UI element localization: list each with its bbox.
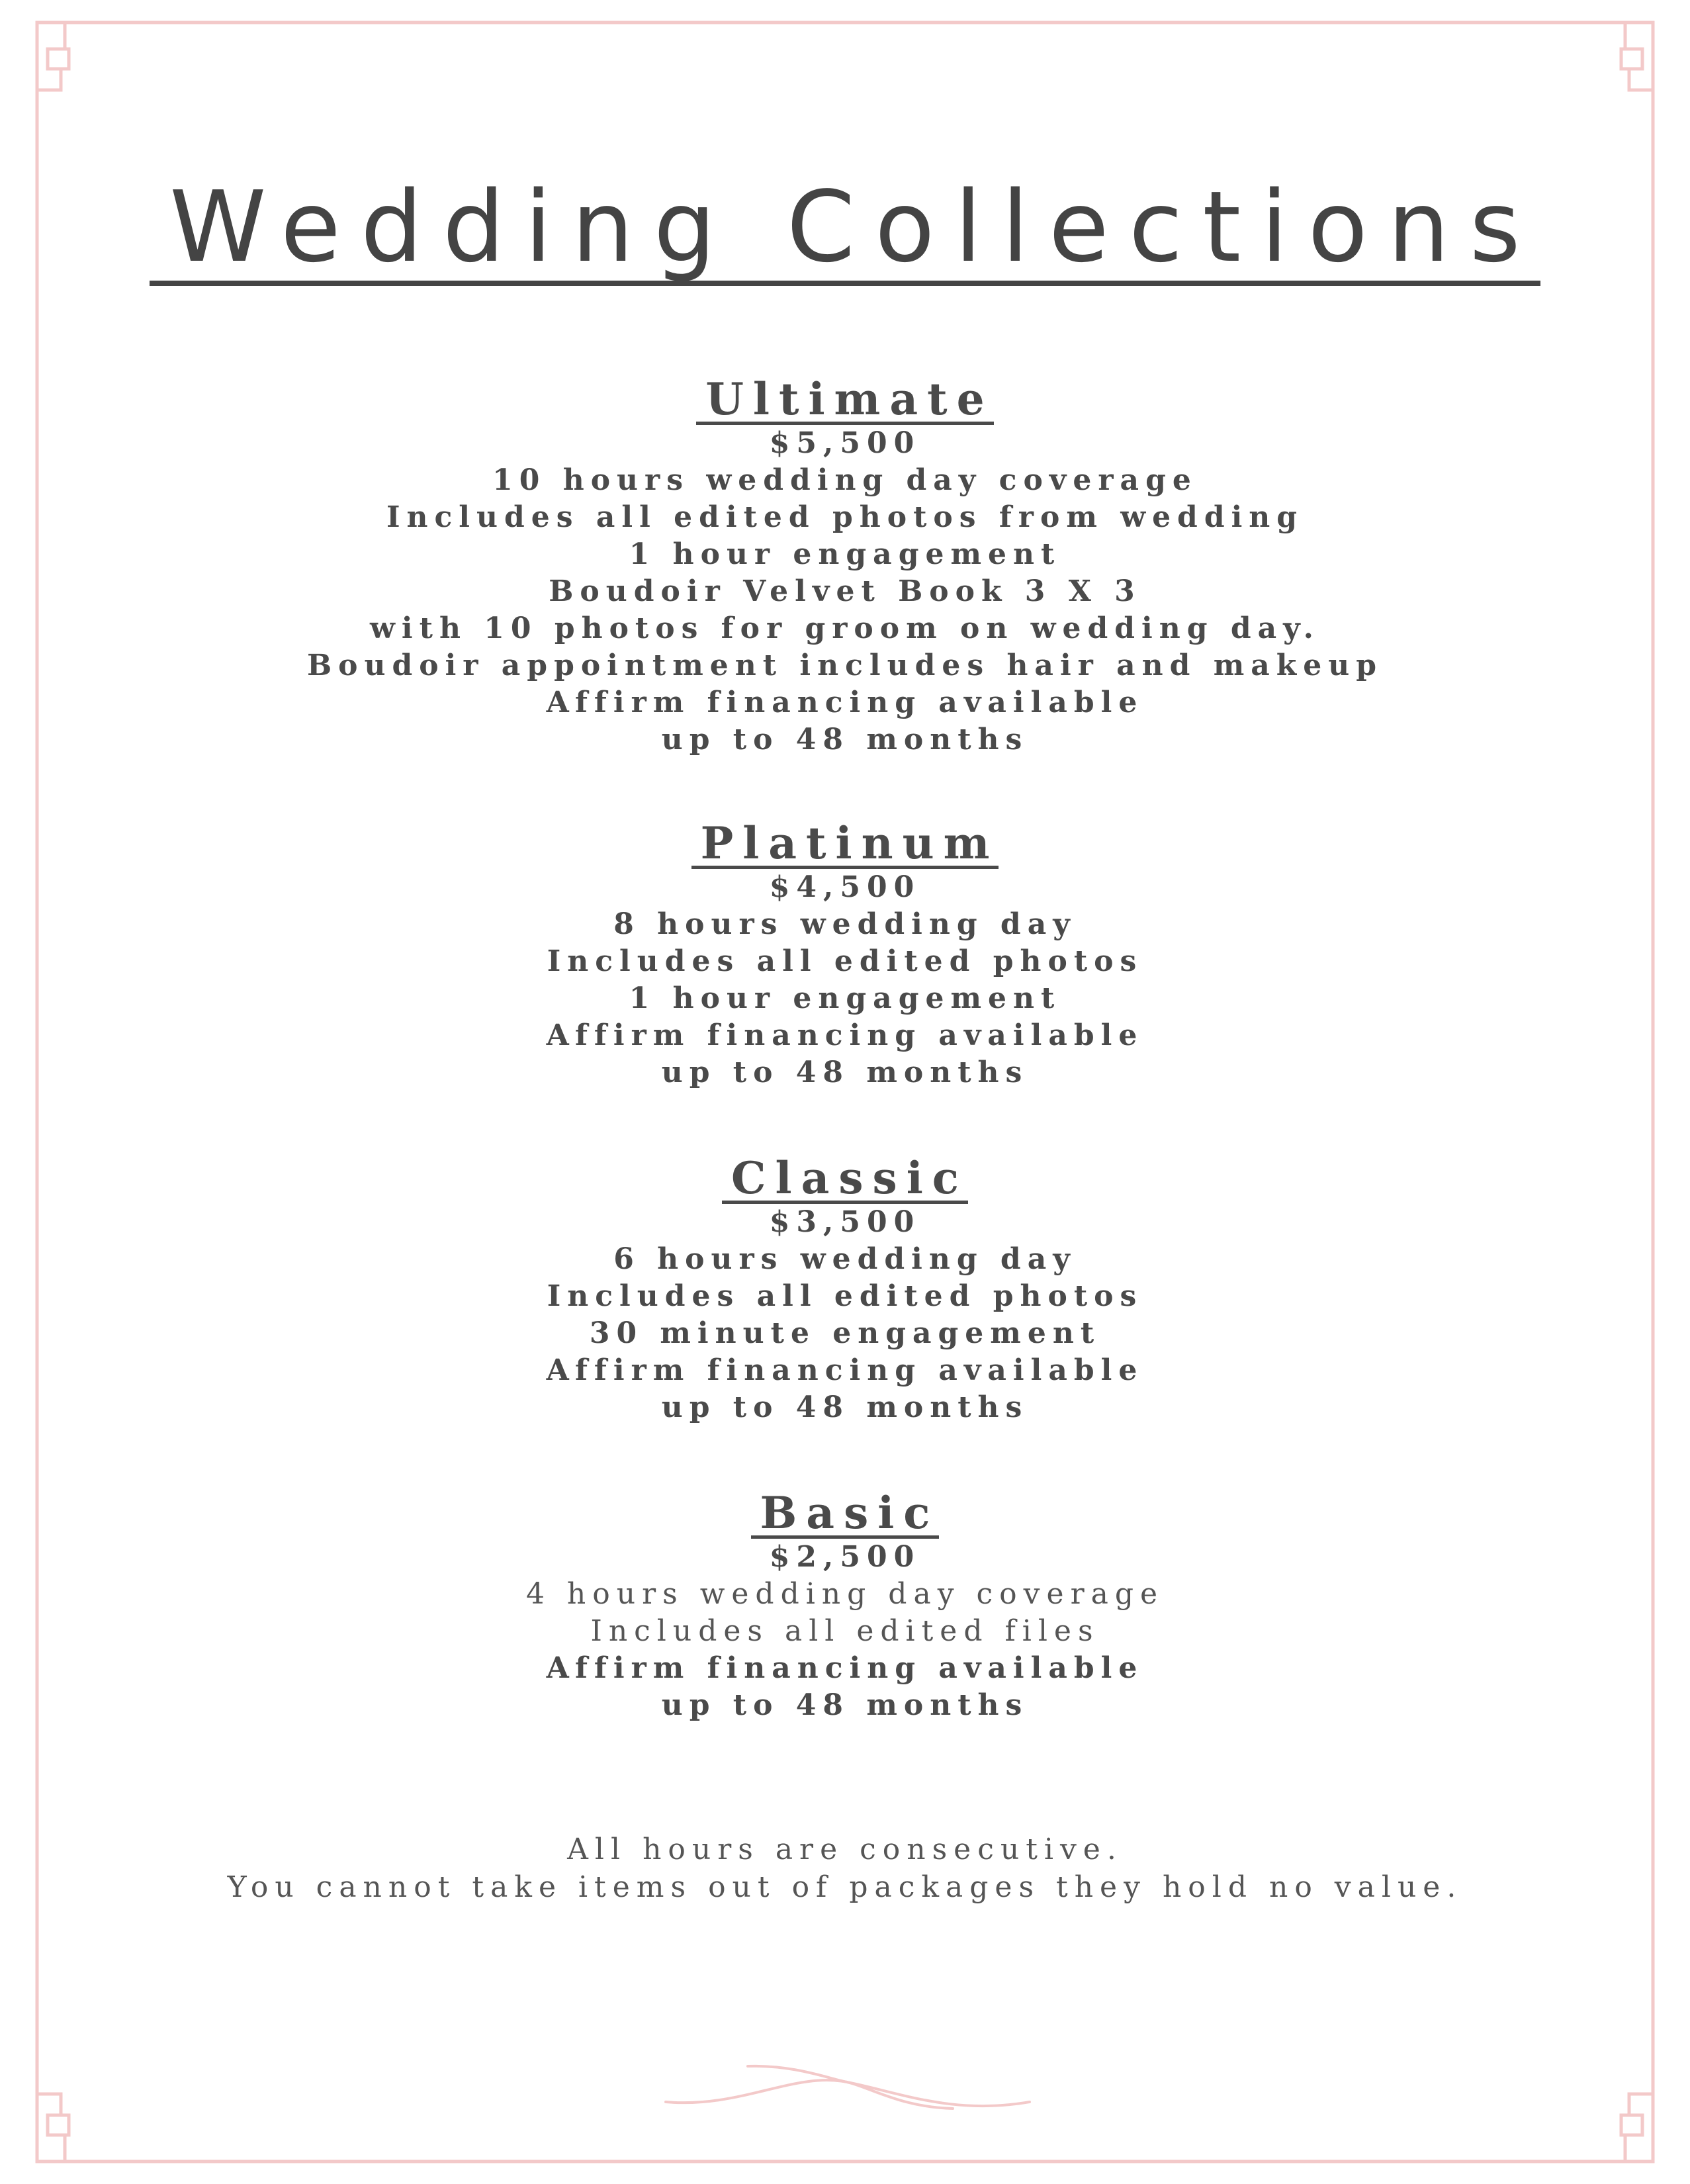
collection-line: Boudoir Velvet Book 3 X 3: [549, 574, 1141, 608]
collection-basic: [0, 1489, 1690, 1724]
collection-line: 10 hours wedding day coverage: [492, 463, 1198, 497]
collection-name: Ultimate: [0, 375, 1690, 425]
collection-line: 4 hours wedding day coverage: [525, 1577, 1165, 1611]
collection-line: Affirm financing available: [546, 1019, 1144, 1052]
collection-classic: [0, 1154, 1690, 1426]
page-title: Wedding Collections: [0, 171, 1690, 286]
collection-name: Classic: [0, 1154, 1690, 1204]
collection-line: Includes all edited photos from wedding: [386, 500, 1304, 534]
collection-line: 6 hours wedding day: [613, 1242, 1077, 1276]
collection-details: [0, 869, 1690, 1091]
collection-line: Boudoir appointment includes hair and makeup: [306, 649, 1384, 682]
collection-line: up to 48 months: [661, 1390, 1029, 1424]
collection-price: $2,500: [769, 1540, 921, 1574]
footer-line: You cannot take items out of packages they hold no value.: [227, 1870, 1463, 1904]
collection-line: up to 48 months: [661, 1688, 1029, 1722]
collection-ultimate: [0, 375, 1690, 758]
collection-line: 30 minute engagement: [589, 1316, 1101, 1350]
collection-line: Includes all edited files: [590, 1614, 1100, 1648]
collection-line: up to 48 months: [661, 723, 1029, 756]
collection-platinum: [0, 819, 1690, 1091]
collection-line: 8 hours wedding day: [613, 907, 1077, 941]
collection-line: 1 hour engagement: [629, 537, 1061, 571]
collection-line: 1 hour engagement: [629, 981, 1061, 1015]
collection-line: Affirm financing available: [546, 1353, 1144, 1387]
collection-name: Platinum: [0, 819, 1690, 869]
collection-line: up to 48 months: [661, 1056, 1029, 1089]
collection-price: $4,500: [769, 870, 921, 904]
collection-line: Affirm financing available: [546, 686, 1144, 719]
collection-line: Includes all edited photos: [547, 1279, 1143, 1313]
collection-details: [0, 1204, 1690, 1426]
flourish-ornament: [666, 2066, 1030, 2109]
collection-name: Basic: [0, 1489, 1690, 1539]
collection-details: [0, 425, 1690, 758]
collection-line: with 10 photos for groom on wedding day.: [370, 612, 1320, 645]
collection-price: $3,500: [769, 1205, 921, 1239]
collection-details: [0, 1539, 1690, 1724]
collection-line: Affirm financing available: [546, 1651, 1144, 1685]
collection-price: $5,500: [769, 426, 921, 460]
footer-line: All hours are consecutive.: [567, 1833, 1123, 1866]
footer-note: [0, 1831, 1690, 1906]
collection-line: Includes all edited photos: [547, 944, 1143, 978]
